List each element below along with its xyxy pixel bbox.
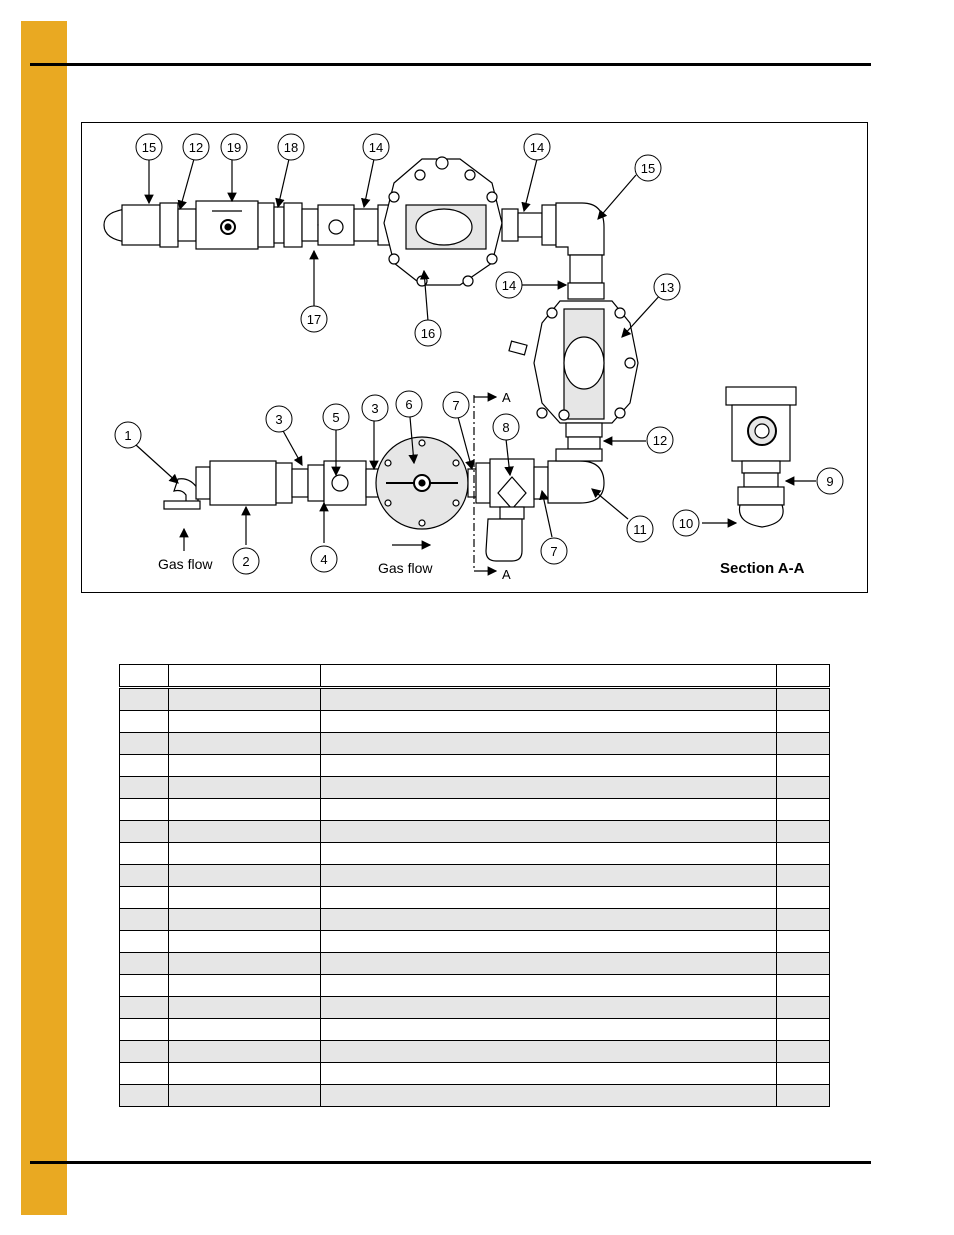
- table-header-row: [120, 665, 830, 688]
- table-row: [120, 931, 830, 953]
- table-row: [120, 821, 830, 843]
- callout-bubble: [311, 546, 337, 572]
- svg-text:17: 17: [306, 312, 322, 327]
- table-row: [120, 1063, 830, 1085]
- svg-text:12: 12: [652, 433, 668, 448]
- svg-text:10: 10: [678, 516, 694, 531]
- table-cell: [120, 755, 169, 777]
- table-cell: [320, 1085, 777, 1107]
- table-cell: [320, 1019, 777, 1041]
- table-cell: [777, 821, 830, 843]
- parts-table: [119, 664, 830, 1107]
- table-cell: [777, 777, 830, 799]
- header-rule: [30, 63, 871, 66]
- table-row: [120, 1019, 830, 1041]
- table-cell: [120, 843, 169, 865]
- table-cell: [777, 665, 830, 688]
- table-row: [120, 843, 830, 865]
- table-cell: [120, 887, 169, 909]
- section-title: Section A-A: [720, 560, 805, 577]
- table-cell: [169, 688, 320, 711]
- table-cell: [169, 909, 320, 931]
- table-cell: [320, 665, 777, 688]
- table-cell: [320, 711, 777, 733]
- footer-rule: [30, 1161, 871, 1164]
- table-cell: [777, 1085, 830, 1107]
- table-cell: [120, 733, 169, 755]
- svg-text:3: 3: [371, 401, 379, 416]
- table-cell: [777, 1063, 830, 1085]
- table-cell: [777, 755, 830, 777]
- callout-bubble: [524, 134, 550, 160]
- table-cell: [320, 688, 777, 711]
- table-row: [120, 733, 830, 755]
- table-cell: [320, 953, 777, 975]
- table-cell: [169, 799, 320, 821]
- callout-bubble: [627, 516, 653, 542]
- table-row: [120, 1085, 830, 1107]
- table-cell: [120, 821, 169, 843]
- table-row: [120, 711, 830, 733]
- table-cell: [120, 909, 169, 931]
- section-marker: A: [502, 567, 511, 582]
- table-cell: [777, 865, 830, 887]
- callout-bubble: [183, 134, 209, 160]
- callout-bubble: [817, 468, 843, 494]
- callout-bubble: [654, 274, 680, 300]
- table-cell: [169, 1063, 320, 1085]
- table-cell: [777, 953, 830, 975]
- table-cell: [169, 843, 320, 865]
- table-cell: [169, 665, 320, 688]
- table-row: [120, 997, 830, 1019]
- svg-text:12: 12: [188, 140, 204, 155]
- svg-text:2: 2: [242, 554, 250, 569]
- table-cell: [120, 1041, 169, 1063]
- callout-bubble: [396, 391, 422, 417]
- svg-text:8: 8: [502, 420, 510, 435]
- table-cell: [120, 997, 169, 1019]
- table-cell: [320, 975, 777, 997]
- table-cell: [777, 711, 830, 733]
- svg-text:4: 4: [320, 552, 328, 567]
- table-cell: [320, 887, 777, 909]
- callout-bubble: [673, 510, 699, 536]
- table-cell: [320, 997, 777, 1019]
- callout-bubble: [415, 320, 441, 346]
- callout-bubble: [115, 422, 141, 448]
- table-cell: [120, 1063, 169, 1085]
- callout-bubble: [362, 395, 388, 421]
- table-cell: [320, 1063, 777, 1085]
- table-cell: [169, 777, 320, 799]
- table-cell: [120, 777, 169, 799]
- callout-bubble: [136, 134, 162, 160]
- table-cell: [320, 843, 777, 865]
- callout-bubble: [443, 392, 469, 418]
- table-cell: [320, 865, 777, 887]
- svg-text:6: 6: [405, 397, 413, 412]
- table-cell: [169, 821, 320, 843]
- table-cell: [320, 755, 777, 777]
- svg-text:5: 5: [332, 410, 340, 425]
- table-cell: [777, 975, 830, 997]
- callout-bubble: [635, 155, 661, 181]
- svg-text:15: 15: [141, 140, 157, 155]
- table-cell: [320, 931, 777, 953]
- callout-bubble: [363, 134, 389, 160]
- table-row: [120, 909, 830, 931]
- table-cell: [777, 799, 830, 821]
- callout-bubble: [278, 134, 304, 160]
- table-cell: [169, 733, 320, 755]
- table-cell: [320, 821, 777, 843]
- table-row: [120, 865, 830, 887]
- side-tab: [21, 21, 67, 1215]
- callout-bubble: [647, 427, 673, 453]
- table-cell: [169, 1041, 320, 1063]
- table-row: [120, 688, 830, 711]
- table-cell: [169, 975, 320, 997]
- piping-diagram: [81, 122, 868, 593]
- svg-text:13: 13: [659, 280, 675, 295]
- section-marker: A: [502, 390, 511, 405]
- table-cell: [777, 909, 830, 931]
- table-cell: [777, 1019, 830, 1041]
- callout-bubble: [266, 406, 292, 432]
- table-cell: [120, 711, 169, 733]
- svg-text:14: 14: [501, 278, 517, 293]
- table-row: [120, 755, 830, 777]
- table-cell: [777, 1041, 830, 1063]
- bottom-piping: [164, 395, 604, 571]
- table-cell: [120, 953, 169, 975]
- table-cell: [120, 1019, 169, 1041]
- table-cell: [320, 777, 777, 799]
- table-cell: [777, 688, 830, 711]
- svg-text:16: 16: [420, 326, 436, 341]
- table-cell: [169, 1019, 320, 1041]
- table-cell: [120, 688, 169, 711]
- table-cell: [777, 843, 830, 865]
- parts-table-body: [120, 665, 830, 1107]
- table-cell: [120, 931, 169, 953]
- table-cell: [120, 799, 169, 821]
- table-cell: [169, 755, 320, 777]
- svg-text:11: 11: [633, 522, 647, 537]
- table-cell: [777, 733, 830, 755]
- svg-text:18: 18: [283, 140, 299, 155]
- table-row: [120, 799, 830, 821]
- table-cell: [169, 865, 320, 887]
- table-cell: [169, 997, 320, 1019]
- callout-bubble: [301, 306, 327, 332]
- table-row: [120, 953, 830, 975]
- table-cell: [169, 931, 320, 953]
- table-cell: [169, 1085, 320, 1107]
- table-cell: [320, 733, 777, 755]
- svg-text:9: 9: [826, 474, 834, 489]
- table-cell: [169, 953, 320, 975]
- svg-text:7: 7: [550, 544, 558, 559]
- callout-bubble: [221, 134, 247, 160]
- svg-text:14: 14: [368, 140, 384, 155]
- gas-flow-label: Gas flow: [158, 556, 213, 572]
- table-cell: [120, 975, 169, 997]
- table-row: [120, 975, 830, 997]
- table-cell: [777, 931, 830, 953]
- svg-text:1: 1: [124, 428, 132, 443]
- table-cell: [777, 887, 830, 909]
- callout-bubble: [541, 538, 567, 564]
- callout-bubble: [496, 272, 522, 298]
- table-cell: [120, 1085, 169, 1107]
- table-cell: [320, 799, 777, 821]
- section-view: [726, 387, 796, 527]
- svg-text:3: 3: [275, 412, 283, 427]
- table-cell: [777, 997, 830, 1019]
- callout-bubble: [233, 548, 259, 574]
- svg-text:15: 15: [640, 161, 656, 176]
- table-row: [120, 1041, 830, 1063]
- callout-bubble: [493, 414, 519, 440]
- gas-flow-label: Gas flow: [378, 560, 433, 576]
- table-cell: [320, 1041, 777, 1063]
- table-cell: [320, 909, 777, 931]
- table-cell: [120, 865, 169, 887]
- svg-text:7: 7: [452, 398, 460, 413]
- callout-bubble: [323, 404, 349, 430]
- table-cell: [169, 887, 320, 909]
- table-cell: [169, 711, 320, 733]
- table-cell: [120, 665, 169, 688]
- table-row: [120, 777, 830, 799]
- svg-text:19: 19: [226, 140, 242, 155]
- svg-text:14: 14: [529, 140, 545, 155]
- table-row: [120, 887, 830, 909]
